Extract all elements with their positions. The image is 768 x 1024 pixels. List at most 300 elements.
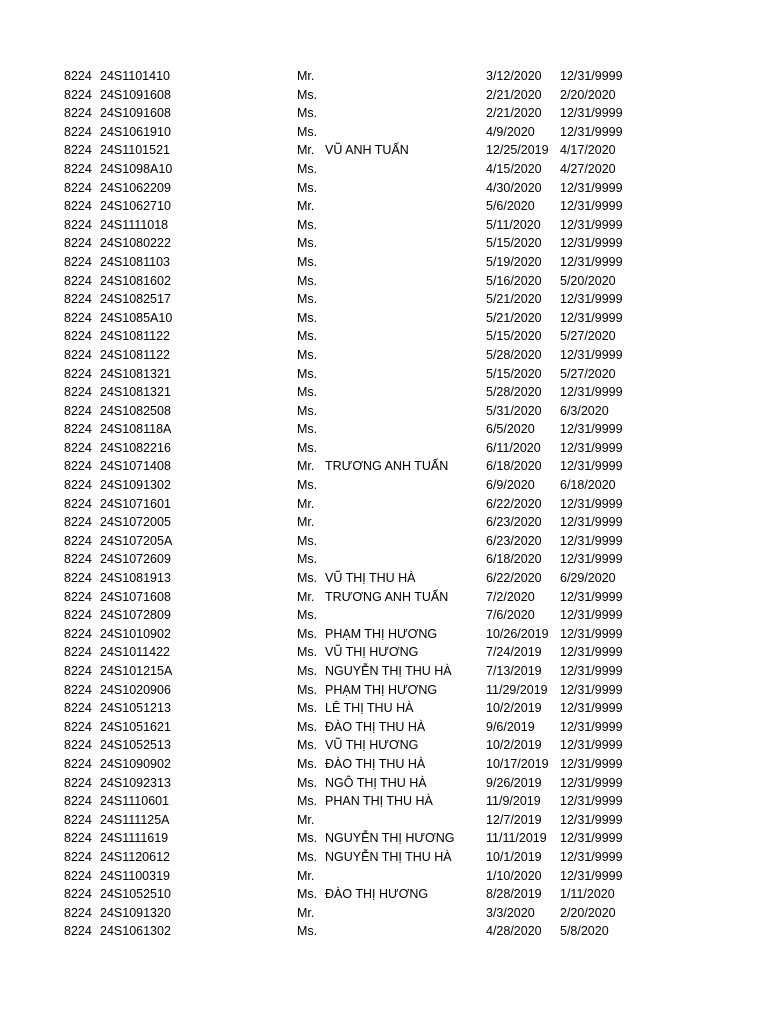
cell-name: NGÔ THỊ THU HÀ	[325, 775, 427, 790]
cell-title: Ms.	[297, 347, 318, 362]
table-row	[0, 495, 768, 514]
cell-id: 24S1071608	[100, 589, 171, 604]
cell-title: Ms.	[297, 292, 318, 307]
cell-code: 8224	[64, 571, 92, 586]
cell-start: 4/9/2020	[486, 124, 535, 139]
cell-code: 8224	[64, 69, 92, 83]
cell-id: 24S1101521	[100, 143, 170, 158]
cell-end: 12/31/9999	[560, 849, 623, 864]
cell-code: 8224	[64, 552, 92, 567]
cell-title: Ms.	[297, 422, 318, 437]
cell-start: 12/7/2019	[486, 812, 542, 827]
cell-title: Ms.	[297, 403, 318, 418]
table-row	[0, 513, 768, 532]
cell-code: 8224	[64, 887, 92, 902]
cell-end: 12/31/9999	[560, 124, 623, 139]
cell-start: 11/11/2019	[486, 831, 547, 846]
cell-title: Ms.	[297, 756, 318, 771]
cell-id: 24S1111018	[100, 217, 169, 232]
cell-start: 5/16/2020	[486, 273, 542, 288]
cell-title: Mr.	[297, 589, 315, 604]
cell-id: 24S1081602	[100, 273, 171, 288]
cell-start: 3/12/2020	[486, 69, 542, 83]
cell-title: Ms.	[297, 738, 318, 753]
cell-id: 24S1090902	[100, 756, 171, 771]
cell-title: Ms.	[297, 608, 318, 623]
cell-code: 8224	[64, 440, 92, 455]
cell-title: Mr.	[297, 459, 315, 474]
cell-title: Ms.	[297, 831, 318, 846]
cell-code: 8224	[64, 589, 92, 604]
cell-code: 8224	[64, 738, 92, 753]
cell-code: 8224	[64, 366, 92, 381]
cell-start: 6/22/2020	[486, 571, 542, 586]
cell-id: 24S1080222	[100, 236, 171, 251]
cell-end: 6/3/2020	[560, 403, 609, 418]
cell-start: 10/26/2019	[486, 626, 549, 641]
cell-end: 12/31/9999	[560, 701, 623, 716]
cell-code: 8224	[64, 385, 92, 400]
cell-id: 24S107205A	[100, 533, 173, 548]
cell-code: 8224	[64, 794, 92, 809]
cell-id: 24S1052510	[100, 887, 171, 902]
cell-id: 24S1091608	[100, 87, 171, 102]
table-row	[0, 662, 768, 681]
cell-start: 11/9/2019	[486, 794, 541, 809]
cell-id: 24S1062209	[100, 180, 171, 195]
cell-title: Ms.	[297, 552, 318, 567]
cell-start: 4/15/2020	[486, 161, 542, 176]
table-row	[0, 309, 768, 328]
table-row	[0, 848, 768, 867]
table-row	[0, 681, 768, 700]
cell-title: Ms.	[297, 329, 318, 344]
cell-end: 12/31/9999	[560, 645, 623, 660]
cell-start: 5/19/2020	[486, 254, 542, 269]
cell-end: 12/31/9999	[560, 756, 623, 771]
cell-start: 7/6/2020	[486, 608, 535, 623]
cell-end: 12/31/9999	[560, 69, 623, 83]
table-row	[0, 625, 768, 644]
cell-code: 8224	[64, 403, 92, 418]
cell-id: 24S1081122	[100, 329, 170, 344]
cell-id: 24S1020906	[100, 682, 171, 697]
table-row	[0, 643, 768, 662]
cell-end: 6/29/2020	[560, 571, 616, 586]
table-row	[0, 829, 768, 848]
cell-code: 8224	[64, 775, 92, 790]
table-row	[0, 346, 768, 365]
cell-title: Mr.	[297, 199, 315, 214]
cell-end: 12/31/9999	[560, 180, 623, 195]
cell-start: 10/2/2019	[486, 738, 542, 753]
table-row	[0, 365, 768, 384]
table-row	[0, 606, 768, 625]
cell-code: 8224	[64, 124, 92, 139]
cell-start: 10/1/2019	[486, 849, 542, 864]
cell-start: 9/26/2019	[486, 775, 542, 790]
cell-id: 24S1085A10	[100, 310, 173, 325]
cell-end: 2/20/2020	[560, 905, 616, 920]
cell-title: Ms.	[297, 106, 318, 121]
cell-id: 24S111125A	[100, 812, 170, 827]
cell-id: 24S1091320	[100, 905, 171, 920]
cell-id: 24S1011422	[100, 645, 170, 660]
cell-name: PHẠM THỊ HƯƠNG	[325, 682, 438, 697]
cell-title: Ms.	[297, 180, 318, 195]
cell-code: 8224	[64, 329, 92, 344]
cell-start: 8/28/2019	[486, 887, 542, 902]
cell-id: 24S1091608	[100, 106, 171, 121]
cell-end: 12/31/9999	[560, 217, 623, 232]
cell-code: 8224	[64, 831, 92, 846]
table-row	[0, 588, 768, 607]
cell-end: 12/31/9999	[560, 719, 623, 734]
cell-title: Ms.	[297, 924, 318, 939]
cell-name: VŨ THỊ THU HÀ	[325, 571, 416, 586]
cell-end: 4/17/2020	[560, 143, 616, 158]
cell-title: Ms.	[297, 571, 318, 586]
cell-id: 24S1081913	[100, 571, 171, 586]
cell-end: 12/31/9999	[560, 533, 623, 548]
cell-end: 12/31/9999	[560, 515, 623, 530]
cell-title: Ms.	[297, 310, 318, 325]
cell-code: 8224	[64, 273, 92, 288]
cell-end: 12/31/9999	[560, 459, 623, 474]
cell-title: Mr.	[297, 905, 315, 920]
cell-code: 8224	[64, 719, 92, 734]
cell-code: 8224	[64, 106, 92, 121]
cell-start: 5/28/2020	[486, 385, 542, 400]
cell-title: Mr.	[297, 496, 315, 511]
cell-start: 9/6/2019	[486, 719, 535, 734]
table-row	[0, 253, 768, 272]
cell-code: 8224	[64, 496, 92, 511]
table-row	[0, 327, 768, 346]
cell-code: 8224	[64, 608, 92, 623]
cell-end: 4/27/2020	[560, 161, 616, 176]
cell-id: 24S101215A	[100, 664, 173, 678]
table-row	[0, 550, 768, 569]
table-row	[0, 290, 768, 309]
cell-start: 7/2/2020	[486, 589, 535, 604]
table-row	[0, 922, 768, 941]
cell-end: 12/31/9999	[560, 738, 623, 753]
cell-title: Mr.	[297, 812, 315, 827]
cell-code: 8224	[64, 626, 92, 641]
cell-start: 5/11/2020	[486, 217, 541, 232]
cell-end: 12/31/9999	[560, 775, 623, 790]
table-row	[0, 234, 768, 253]
table-row	[0, 457, 768, 476]
cell-title: Ms.	[297, 217, 318, 232]
cell-code: 8224	[64, 161, 92, 176]
cell-code: 8224	[64, 292, 92, 307]
cell-id: 24S1110601	[100, 794, 170, 809]
table-row	[0, 532, 768, 551]
cell-title: Ms.	[297, 664, 318, 678]
cell-name: VŨ THỊ HƯƠNG	[325, 738, 419, 753]
table-row	[0, 736, 768, 755]
cell-title: Ms.	[297, 236, 318, 251]
cell-name: LÊ THỊ THU HÀ	[325, 701, 414, 716]
cell-start: 7/13/2019	[486, 664, 542, 678]
cell-start: 5/21/2020	[486, 292, 542, 307]
table-row	[0, 755, 768, 774]
cell-id: 24S1082517	[100, 292, 171, 307]
table-row	[0, 272, 768, 291]
cell-title: Ms.	[297, 849, 318, 864]
cell-start: 6/11/2020	[486, 440, 541, 455]
cell-end: 12/31/9999	[560, 292, 623, 307]
table-row	[0, 476, 768, 495]
cell-id: 24S1051213	[100, 701, 171, 716]
cell-code: 8224	[64, 701, 92, 716]
cell-end: 12/31/9999	[560, 496, 623, 511]
cell-id: 24S1081321	[100, 385, 171, 400]
cell-name: NGUYỄN THỊ HƯƠNG	[325, 831, 455, 846]
table-row	[0, 774, 768, 793]
cell-start: 3/3/2020	[486, 905, 535, 920]
cell-end: 1/11/2020	[560, 887, 615, 902]
cell-start: 5/31/2020	[486, 403, 542, 418]
cell-code: 8224	[64, 868, 92, 883]
cell-end: 5/27/2020	[560, 366, 616, 381]
cell-title: Mr.	[297, 868, 315, 883]
cell-start: 2/21/2020	[486, 106, 542, 121]
cell-title: Ms.	[297, 645, 318, 660]
cell-name: PHAN THỊ THU HÀ	[325, 794, 433, 809]
cell-id: 24S1051621	[100, 719, 171, 734]
cell-code: 8224	[64, 254, 92, 269]
cell-code: 8224	[64, 849, 92, 864]
cell-end: 12/31/9999	[560, 682, 623, 697]
cell-end: 12/31/9999	[560, 440, 623, 455]
cell-title: Ms.	[297, 161, 318, 176]
cell-end: 12/31/9999	[560, 347, 623, 362]
cell-code: 8224	[64, 682, 92, 697]
cell-start: 6/23/2020	[486, 515, 542, 530]
table-row	[0, 420, 768, 439]
table-row	[0, 179, 768, 198]
cell-id: 24S1062710	[100, 199, 171, 214]
cell-id: 24S1100319	[100, 868, 170, 883]
cell-start: 4/28/2020	[486, 924, 542, 939]
cell-title: Ms.	[297, 533, 318, 548]
cell-start: 4/30/2020	[486, 180, 542, 195]
cell-code: 8224	[64, 515, 92, 530]
table-row	[0, 216, 768, 235]
cell-id: 24S108118A	[100, 422, 172, 437]
table-row	[0, 569, 768, 588]
cell-id: 24S1101410	[100, 69, 170, 83]
data-table	[0, 67, 768, 941]
cell-code: 8224	[64, 310, 92, 325]
table-row	[0, 197, 768, 216]
cell-start: 6/23/2020	[486, 533, 542, 548]
cell-title: Mr.	[297, 515, 315, 530]
cell-id: 24S1071601	[100, 496, 171, 511]
cell-title: Mr.	[297, 143, 315, 158]
cell-start: 5/15/2020	[486, 329, 542, 344]
cell-title: Ms.	[297, 719, 318, 734]
cell-start: 10/17/2019	[486, 756, 549, 771]
table-row	[0, 792, 768, 811]
cell-code: 8224	[64, 645, 92, 660]
cell-id: 24S1081103	[100, 254, 170, 269]
cell-code: 8224	[64, 905, 92, 920]
cell-start: 12/25/2019	[486, 143, 549, 158]
cell-end: 12/31/9999	[560, 608, 623, 623]
table-row	[0, 904, 768, 923]
cell-name: ĐÀO THỊ HƯƠNG	[325, 887, 429, 902]
cell-name: PHẠM THỊ HƯƠNG	[325, 626, 438, 641]
cell-name: ĐÀO THỊ THU HÀ	[325, 756, 426, 771]
cell-name: ĐÀO THỊ THU HÀ	[325, 719, 426, 734]
table-row	[0, 718, 768, 737]
cell-code: 8224	[64, 180, 92, 195]
cell-title: Ms.	[297, 626, 318, 641]
table-row	[0, 811, 768, 830]
cell-end: 12/31/9999	[560, 794, 623, 809]
cell-start: 5/6/2020	[486, 199, 535, 214]
cell-title: Ms.	[297, 366, 318, 381]
cell-start: 1/10/2020	[486, 868, 542, 883]
cell-end: 12/31/9999	[560, 812, 623, 827]
cell-end: 12/31/9999	[560, 626, 623, 641]
cell-start: 5/15/2020	[486, 236, 542, 251]
cell-title: Ms.	[297, 385, 318, 400]
cell-end: 12/31/9999	[560, 422, 623, 437]
cell-start: 5/21/2020	[486, 310, 542, 325]
cell-code: 8224	[64, 533, 92, 548]
cell-start: 10/2/2019	[486, 701, 542, 716]
table-row	[0, 160, 768, 179]
cell-start: 5/15/2020	[486, 366, 542, 381]
cell-end: 12/31/9999	[560, 385, 623, 400]
cell-end: 12/31/9999	[560, 199, 623, 214]
cell-end: 12/31/9999	[560, 589, 623, 604]
table-row	[0, 67, 768, 86]
table-row	[0, 699, 768, 718]
table-row	[0, 885, 768, 904]
cell-end: 5/8/2020	[560, 924, 609, 939]
cell-title: Ms.	[297, 775, 318, 790]
cell-name: VŨ THỊ HƯƠNG	[325, 645, 419, 660]
cell-id: 24S1082216	[100, 440, 171, 455]
cell-code: 8224	[64, 217, 92, 232]
cell-end: 5/27/2020	[560, 329, 616, 344]
cell-id: 24S1061302	[100, 924, 171, 939]
cell-end: 12/31/9999	[560, 310, 623, 325]
cell-id: 24S1052513	[100, 738, 171, 753]
cell-title: Ms.	[297, 254, 318, 269]
cell-id: 24S1098A10	[100, 161, 173, 176]
table-row	[0, 439, 768, 458]
cell-end: 2/20/2020	[560, 87, 616, 102]
cell-code: 8224	[64, 459, 92, 474]
cell-title: Ms.	[297, 87, 318, 102]
cell-code: 8224	[64, 347, 92, 362]
cell-id: 24S1010902	[100, 626, 171, 641]
cell-title: Ms.	[297, 887, 318, 902]
cell-code: 8224	[64, 236, 92, 251]
cell-id: 24S1091302	[100, 478, 171, 493]
cell-end: 12/31/9999	[560, 552, 623, 567]
cell-id: 24S1081122	[100, 347, 170, 362]
cell-code: 8224	[64, 812, 92, 827]
cell-name: NGUYỄN THỊ THU HÀ	[325, 664, 452, 678]
cell-end: 12/31/9999	[560, 664, 623, 678]
cell-id: 24S1072609	[100, 552, 171, 567]
cell-start: 2/21/2020	[486, 87, 542, 102]
cell-start: 5/28/2020	[486, 347, 542, 362]
cell-end: 12/31/9999	[560, 831, 623, 846]
cell-id: 24S1082508	[100, 403, 171, 418]
cell-code: 8224	[64, 422, 92, 437]
table-row	[0, 104, 768, 123]
cell-start: 6/5/2020	[486, 422, 535, 437]
cell-id: 24S1072005	[100, 515, 171, 530]
cell-id: 24S1111619	[100, 831, 169, 846]
cell-start: 6/22/2020	[486, 496, 542, 511]
cell-end: 5/20/2020	[560, 273, 616, 288]
cell-name: NGUYỄN THỊ THU HÀ	[325, 849, 452, 864]
cell-title: Ms.	[297, 794, 318, 809]
cell-end: 12/31/9999	[560, 236, 623, 251]
cell-name: VŨ ANH TUẤN	[325, 143, 409, 158]
cell-start: 6/9/2020	[486, 478, 535, 493]
cell-end: 12/31/9999	[560, 106, 623, 121]
cell-start: 6/18/2020	[486, 459, 542, 474]
table-row	[0, 141, 768, 160]
cell-code: 8224	[64, 478, 92, 493]
cell-title: Ms.	[297, 273, 318, 288]
table-row	[0, 86, 768, 105]
table-row	[0, 383, 768, 402]
cell-title: Ms.	[297, 701, 318, 716]
cell-id: 24S1071408	[100, 459, 171, 474]
cell-start: 7/24/2019	[486, 645, 542, 660]
cell-end: 12/31/9999	[560, 254, 623, 269]
cell-id: 24S1120612	[100, 849, 170, 864]
table-row	[0, 867, 768, 886]
table-row	[0, 402, 768, 421]
cell-title: Ms.	[297, 124, 318, 139]
cell-code: 8224	[64, 143, 92, 158]
cell-name: TRƯƠNG ANH TUẤN	[325, 459, 449, 474]
cell-title: Mr.	[297, 69, 315, 83]
cell-start: 6/18/2020	[486, 552, 542, 567]
cell-title: Ms.	[297, 682, 318, 697]
cell-start: 11/29/2019	[486, 682, 548, 697]
cell-id: 24S1072809	[100, 608, 171, 623]
cell-end: 6/18/2020	[560, 478, 616, 493]
cell-id: 24S1061910	[100, 124, 171, 139]
cell-id: 24S1092313	[100, 775, 171, 790]
cell-end: 12/31/9999	[560, 868, 623, 883]
cell-title: Ms.	[297, 478, 318, 493]
table-row	[0, 123, 768, 142]
cell-code: 8224	[64, 199, 92, 214]
cell-title: Ms.	[297, 440, 318, 455]
cell-name: TRƯƠNG ANH TUẤN	[325, 589, 449, 604]
cell-code: 8224	[64, 924, 92, 939]
cell-code: 8224	[64, 664, 92, 678]
cell-code: 8224	[64, 756, 92, 771]
cell-id: 24S1081321	[100, 366, 171, 381]
cell-code: 8224	[64, 87, 92, 102]
